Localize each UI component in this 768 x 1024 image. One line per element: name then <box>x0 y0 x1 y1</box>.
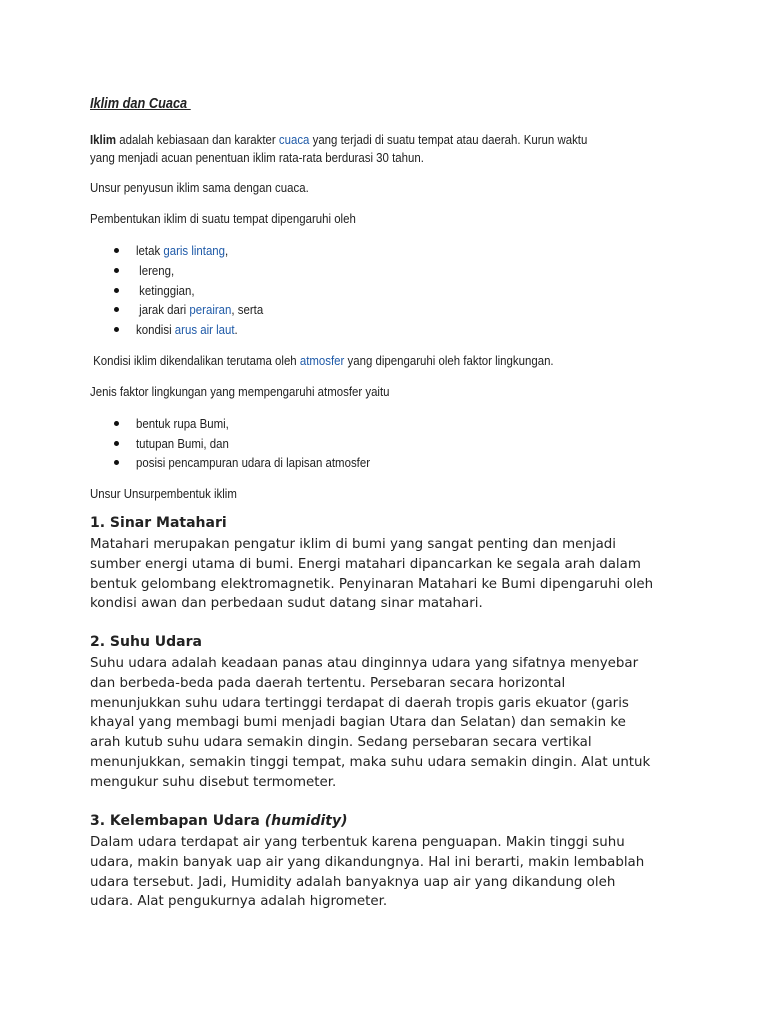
bullet-icon <box>114 421 119 426</box>
intro-text-2: yang terjadi di suatu tempat atau daerah. Kurun waktu <box>309 132 588 147</box>
section-heading-sinar-matahari: 1. Sinar Matahari <box>90 515 227 531</box>
link-garis-lintang[interactable]: garis lintang <box>163 243 226 258</box>
bullet-icon <box>114 460 119 465</box>
document-title: Iklim dan Cuaca <box>90 96 191 112</box>
term-iklim: Iklim <box>90 132 117 147</box>
section-body-kelembapan-udara: Dalam udara terdapat air yang terbentuk karena penguapan. Makin tinggi suhu udara, makin banyak uap air yang dikandungnya. Hal ini berarti, makin lembablah udara tersebut. Jadi, Humidity adalah banyaknya uap air yang dikandung oleh udara. Alat pengukurnya adalah higrometer. <box>90 835 645 910</box>
link-perairan[interactable]: perairan <box>189 302 232 317</box>
section-heading-kelembapan-udara: 3. Kelembapan Udara (humidity) <box>90 813 348 829</box>
intro-line-1 <box>90 131 587 149</box>
jenis-line: Jenis faktor lingkungan yang mempengaruhi atmosfer yaitu <box>90 384 390 399</box>
section-heading-suhu-udara: 2. Suhu Udara <box>90 634 202 650</box>
link-atmosfer[interactable]: atmosfer <box>299 353 345 368</box>
bullet-icon <box>114 327 119 332</box>
intro-paragraph <box>90 131 587 167</box>
heading-italic-humidity: (humidity) <box>264 813 348 829</box>
pembentukan-line: Pembentukan iklim di suatu tempat dipengaruhi oleh <box>90 211 356 226</box>
bullet-icon <box>114 268 119 273</box>
bullet-icon <box>114 441 119 446</box>
link-cuaca[interactable]: cuaca <box>278 132 310 147</box>
bullet-icon <box>114 248 119 253</box>
section-body-suhu-udara: Suhu udara adalah keadaan panas atau dinginnya udara yang sifatnya menyebar dan berbeda-beda pada daerah tertentu. Persebaran secara horizontal menunjukkan suhu udara tertinggi terdapat di daerah tropis garis ekuator (garis khayal yang membagi bumi menjadi bagian Utara dan Selatan) dan semakin ke arah kutub suhu udara semakin dingin. Sedang persebaran secara vertikal menunjukkan, semakin tinggi tempat, maka suhu udara semakin dingin. Alat untuk mengukur suhu disebut termometer. <box>90 656 651 790</box>
kondisi-line: Kondisi iklim dikendalikan terutama oleh atmosfer yang dipengaruhi oleh faktor lingkungan. <box>90 353 554 368</box>
bullet-icon <box>114 288 119 293</box>
unsur-pembentuk-line: Unsur Unsurpembentuk iklim <box>90 486 237 501</box>
unsur-line: Unsur penyusun iklim sama dengan cuaca. <box>90 180 309 195</box>
document-page: Iklim dan Cuaca Iklim adalah kebiasaan dan karakter cuaca yang terjadi di suatu tempat atau daerah. Kurun waktu yang menjadi acuan penentuan iklim rata-rata berdurasi 30 tahun. Unsur penyusun iklim sama dengan cuaca. Pembentukan iklim di suatu tempat dipengaruhi oleh letak garis lintang, lereng, ketinggian, jarak dari perairan, serta kondisi arus air laut. Kondisi iklim dikendalikan terutama oleh atmosfer yang dipengaruhi oleh faktor lingkungan. Jenis faktor lingkungan yang mempengaruhi atmosfer yaitu bentuk rupa Bumi, tutupan Bumi, dan posisi pencampuran udara di lapisan atmosfer Unsur Unsurpembentuk iklim 1. Sinar Matahari Matahari merupakan pengatur iklim di bumi yang sangat penting dan menjadi sumber energi utama di bumi. Energi matahari dipancarkan ke segala arah dalam bentuk gelombang elektromagnetik. Penyinaran Matahari ke Bumi dipengaruhi oleh kondisi awan dan perbedaan sudut datang sinar matahari. 2. Suhu Udara Suhu udara adalah keadaan panas atau dinginnya udara yang sifatnya menyebar dan berbeda-beda pada daerah tertentu. Persebaran secara horizontal menunjukkan suhu udara tertinggi terdapat di daerah tropis garis ekuator (garis khayal yang membagi bumi menjadi bagian Utara dan Selatan) dan semakin ke arah kutub suhu udara semakin dingin. Sedang persebaran secara vertikal menunjukkan, semakin tinggi tempat, maka suhu udara semakin dingin. Alat untuk mengukur suhu disebut termometer. 3. Kelembapan Udara (humidity) Dalam udara terdapat air yang terbentuk karena penguapan. Makin tinggi suhu udara, makin banyak uap air yang dikandungnya. Hal ini berarti, makin lembablah udara tersebut. Jadi, Humidity adalah banyaknya uap air yang dikandung oleh udara. Alat pengukurnya adalah higrometer. <box>0 0 768 1024</box>
link-arus-air-laut[interactable]: arus air laut <box>174 322 235 337</box>
intro-text-1: adalah kebiasaan dan karakter <box>116 132 279 147</box>
section-body-sinar-matahari: Matahari merupakan pengatur iklim di bumi yang sangat penting dan menjadi sumber energi utama di bumi. Energi matahari dipancarkan ke segala arah dalam bentuk gelombang elektromagnetik. Penyinaran Matahari ke Bumi dipengaruhi oleh kondisi awan dan perbedaan sudut datang sinar matahari. <box>90 537 654 612</box>
intro-line-2: yang menjadi acuan penentuan iklim rata-rata berdurasi 30 tahun. <box>90 150 424 165</box>
bullet-icon <box>114 307 119 312</box>
